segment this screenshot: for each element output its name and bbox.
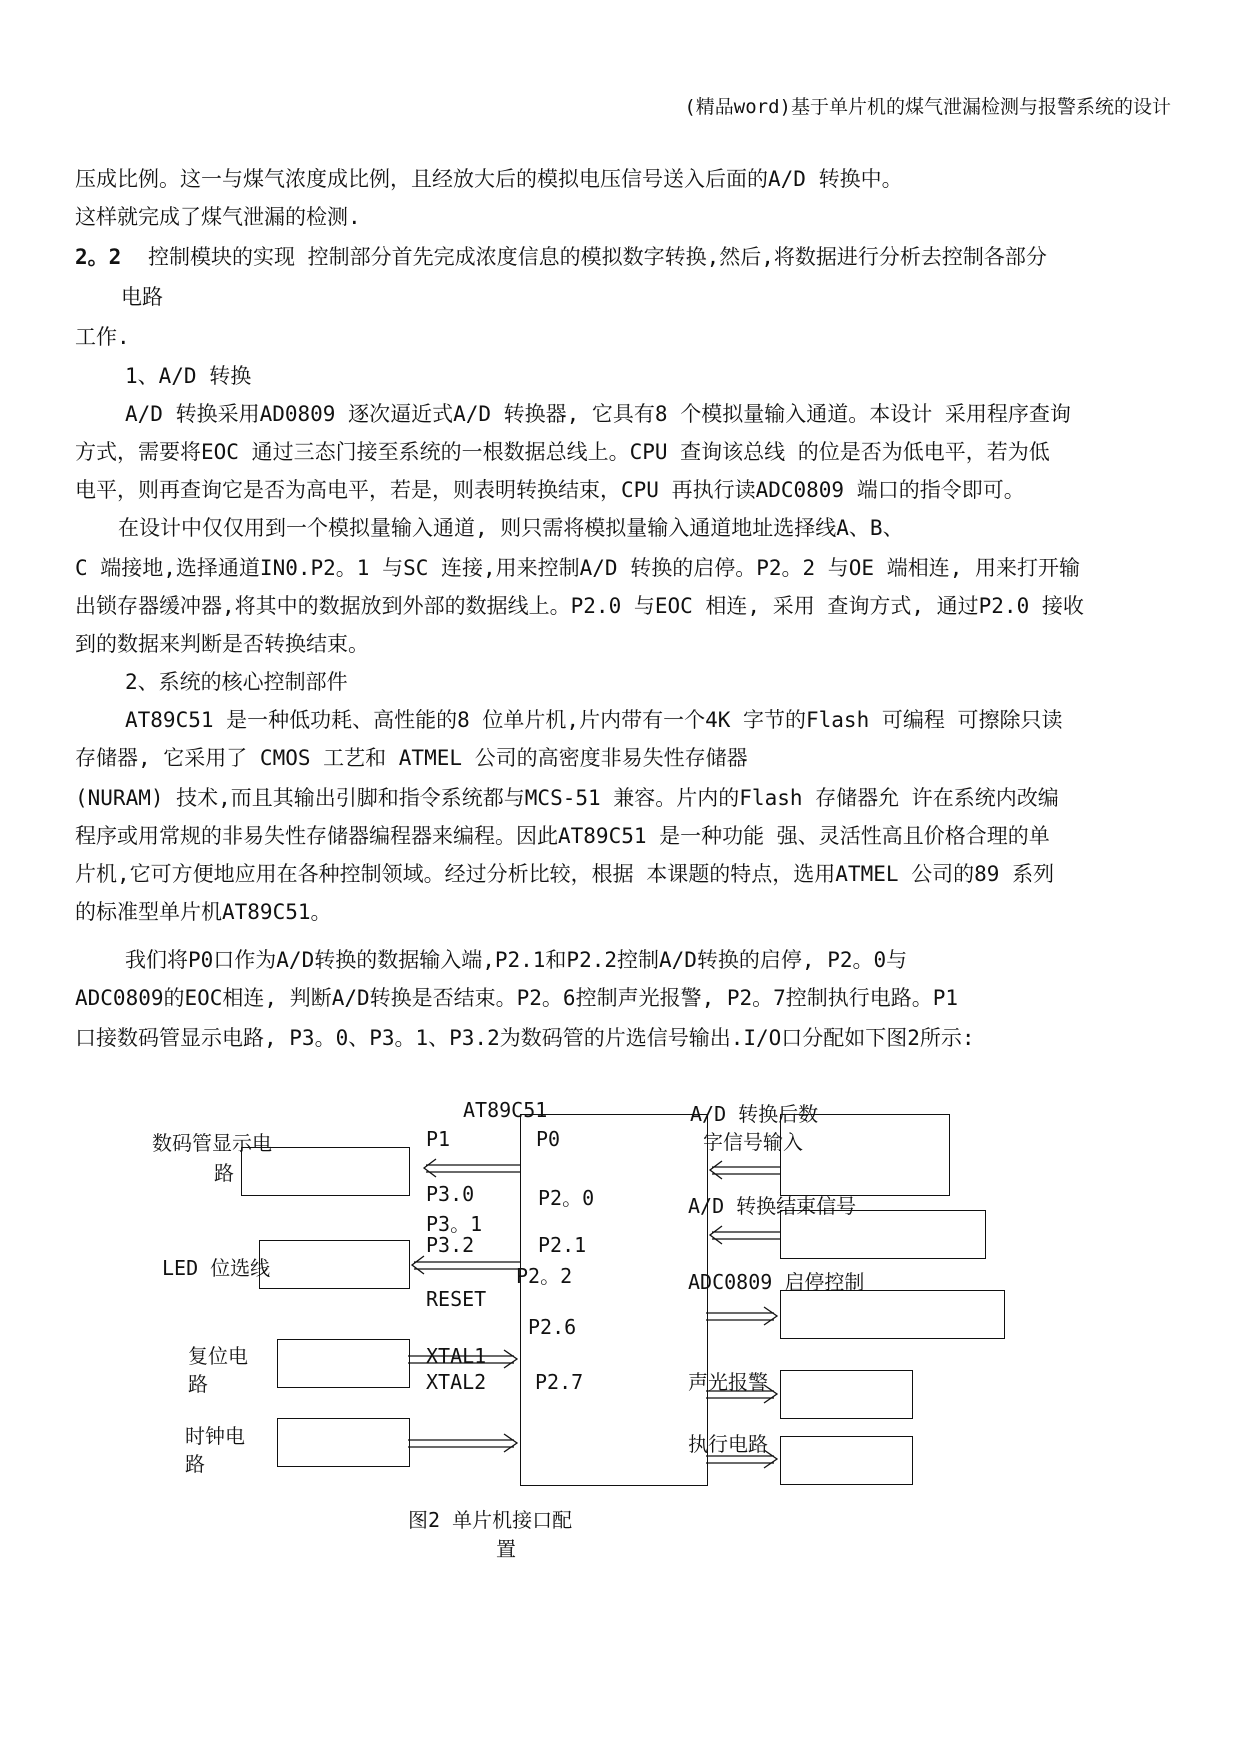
reset-circuit-label-2: 路 xyxy=(188,1372,208,1396)
adc-data-label-2: 字信号输入 xyxy=(703,1130,803,1154)
paragraph-line: 这样就完成了煤气泄漏的检测. xyxy=(75,205,361,229)
pin-p0: P0 xyxy=(536,1127,561,1151)
clock-circuit-label-2: 路 xyxy=(185,1452,205,1476)
paragraph-line: 出锁存器缓冲器,将其中的数据放到外部的数据线上。P2.0 与EOC 相连, 采用 查询方式, 通过P2.0 接收 xyxy=(75,594,1084,618)
paragraph-line: 电平，则再查询它是否为高电平，若是，则表明转换结束，CPU 再执行读ADC0809 端口的指令即可。 xyxy=(75,478,1025,502)
paragraph-line: 口接数码管显示电路, P3。0、P3。1、P3.2为数码管的片选信号输出.I/O口分配如下图2所示: xyxy=(75,1026,975,1050)
pin-p2-1: P2.1 xyxy=(538,1233,587,1257)
execute-label: 执行电路 xyxy=(688,1432,768,1456)
pin-reset: RESET xyxy=(426,1287,487,1311)
pin-p1: P1 xyxy=(426,1127,451,1151)
paragraph-line: 片机,它可方便地应用在各种控制领域。经过分析比较，根据 本课题的特点，选用ATMEL 公司的89 系列 xyxy=(75,862,1055,886)
adc-data-label: A/D 转换后数 xyxy=(690,1102,819,1126)
pin-xtal2: XTAL2 xyxy=(426,1370,487,1394)
alarm-label: 声光报警 xyxy=(688,1370,768,1394)
display-circuit-label-2: 路 xyxy=(214,1161,234,1185)
paragraph-line: 压成比例。这一与煤气浓度成比例，且经放大后的模拟电压信号送入后面的A/D 转换中。 xyxy=(75,167,903,191)
paragraph-line: 电路 xyxy=(121,285,163,309)
paragraph-line: C 端接地,选择通道IN0.P2。1 与SC 连接,用来控制A/D 转换的启停。P2。2 与OE 端相连, 用来打开输 xyxy=(75,556,1081,580)
paragraph-line: 存储器, 它采用了 CMOS 工艺和 ATMEL 公司的高密度非易失性存储器 xyxy=(75,746,748,770)
clock-circuit-label: 时钟电 xyxy=(185,1424,245,1448)
paragraph-line: 方式，需要将EOC 通过三态门接至系统的一根数据总线上。CPU 查询该总线 的位是否为低电平，若为低 xyxy=(75,440,1050,464)
pin-xtal1: XTAL1 xyxy=(426,1344,487,1368)
chip-label: AT89C51 xyxy=(463,1098,548,1122)
paragraph-line: A/D 转换采用AD0809 逐次逼近式A/D 转换器, 它具有8 个模拟量输入通道。本设计 采用程序查询 xyxy=(125,402,1071,426)
display-circuit-label: 数码管显示电 xyxy=(152,1131,272,1155)
paragraph-line: 到的数据来判断是否转换结束。 xyxy=(75,632,369,656)
reset-circuit-label: 复位电 xyxy=(188,1344,248,1368)
pin-p3-1: P3。1 xyxy=(426,1212,483,1236)
pin-p2-6: P2.6 xyxy=(528,1315,577,1339)
subheading: 1、A/D 转换 xyxy=(125,364,252,388)
led-select-label: LED 位选线 xyxy=(162,1256,271,1280)
paragraph-line: 工作. xyxy=(75,325,130,349)
section-heading: 控制模块的实现 控制部分首先完成浓度信息的模拟数字转换,然后,将数据进行分析去控制各部分 xyxy=(148,245,1047,269)
paragraph-line: 在设计中仅仅用到一个模拟量输入通道, 则只需将模拟量输入通道地址选择线A、B、 xyxy=(118,516,904,540)
subheading: 2、系统的核心控制部件 xyxy=(125,670,348,694)
paragraph-line: 程序或用常规的非易失性存储器编程器来编程。因此AT89C51 是一种功能 强、灵活性高且价格合理的单 xyxy=(75,824,1050,848)
pin-p3-0: P3.0 xyxy=(426,1182,475,1206)
paragraph-line: 的标准型单片机AT89C51。 xyxy=(75,900,332,924)
pin-p2-7: P2.7 xyxy=(535,1370,584,1394)
paragraph-line: 我们将P0口作为A/D转换的数据输入端,P2.1和P2.2控制A/D转换的启停, P2。0与 xyxy=(125,948,908,972)
paragraph-line: (NURAM) 技术,而且其输出引脚和指令系统都与MCS-51 兼容。片内的Flash 存储器允 许在系统内改编 xyxy=(75,786,1059,810)
figure-caption: 图2 单片机接口配 xyxy=(408,1508,573,1532)
paragraph-line: AT89C51 是一种低功耗、高性能的8 位单片机,片内带有一个4K 字节的Flash 可编程 可擦除只读 xyxy=(125,708,1063,732)
pin-p3-2: P3.2 xyxy=(426,1233,475,1257)
paragraph-line: ADC0809的EOC相连, 判断A/D转换是否结束。P2。6控制声光报警, P2。7控制执行电路。P1 xyxy=(75,986,959,1010)
pin-p2-2: P2。2 xyxy=(516,1264,573,1288)
eoc-label: A/D 转换结束信号 xyxy=(688,1194,857,1218)
page-header: (精品word)基于单片机的煤气泄漏检测与报警系统的设计 xyxy=(684,96,1171,118)
start-stop-label: ADC0809 启停控制 xyxy=(688,1270,865,1294)
section-number: 2。2 xyxy=(75,245,122,269)
figure-caption-2: 置 xyxy=(496,1537,516,1561)
pin-p2-0: P2。0 xyxy=(538,1186,595,1210)
